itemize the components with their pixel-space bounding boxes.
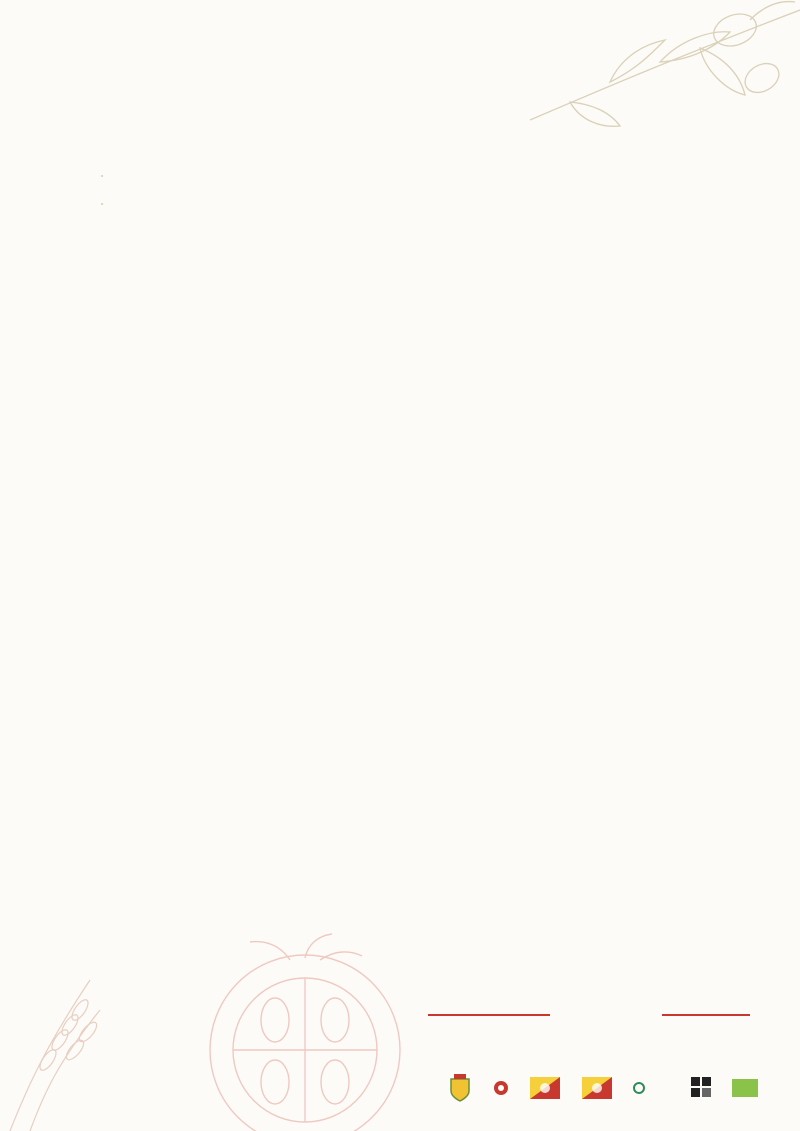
ars-logo [493, 1080, 509, 1096]
day-section [429, 266, 794, 322]
crest-icon [449, 1073, 471, 1103]
olive-branch-icon [470, 0, 800, 130]
wheat-icon [0, 960, 120, 1131]
day-section [46, 169, 411, 183]
regione-sicilia-logo [530, 1077, 560, 1099]
tomato-icon [170, 930, 440, 1131]
day-section [46, 281, 411, 295]
assessor-signature [428, 1006, 558, 1016]
mayor-signature [662, 1006, 752, 1016]
bcc-icon [633, 1082, 645, 1094]
day-section [46, 239, 411, 274]
regione-sicilia-assessorato-logo [582, 1077, 612, 1099]
schedule-left-column [46, 163, 411, 302]
darch-logo [691, 1077, 711, 1099]
day-section [46, 190, 411, 232]
mayor-underline [662, 1014, 750, 1016]
day-section [429, 203, 794, 259]
schedule-right-column [429, 203, 794, 329]
bcc-logo [633, 1082, 648, 1094]
unicity-logo [732, 1079, 758, 1097]
assessor-underline [428, 1014, 550, 1016]
sponsor-logos [428, 1068, 758, 1108]
ars-emblem-icon [493, 1080, 509, 1096]
